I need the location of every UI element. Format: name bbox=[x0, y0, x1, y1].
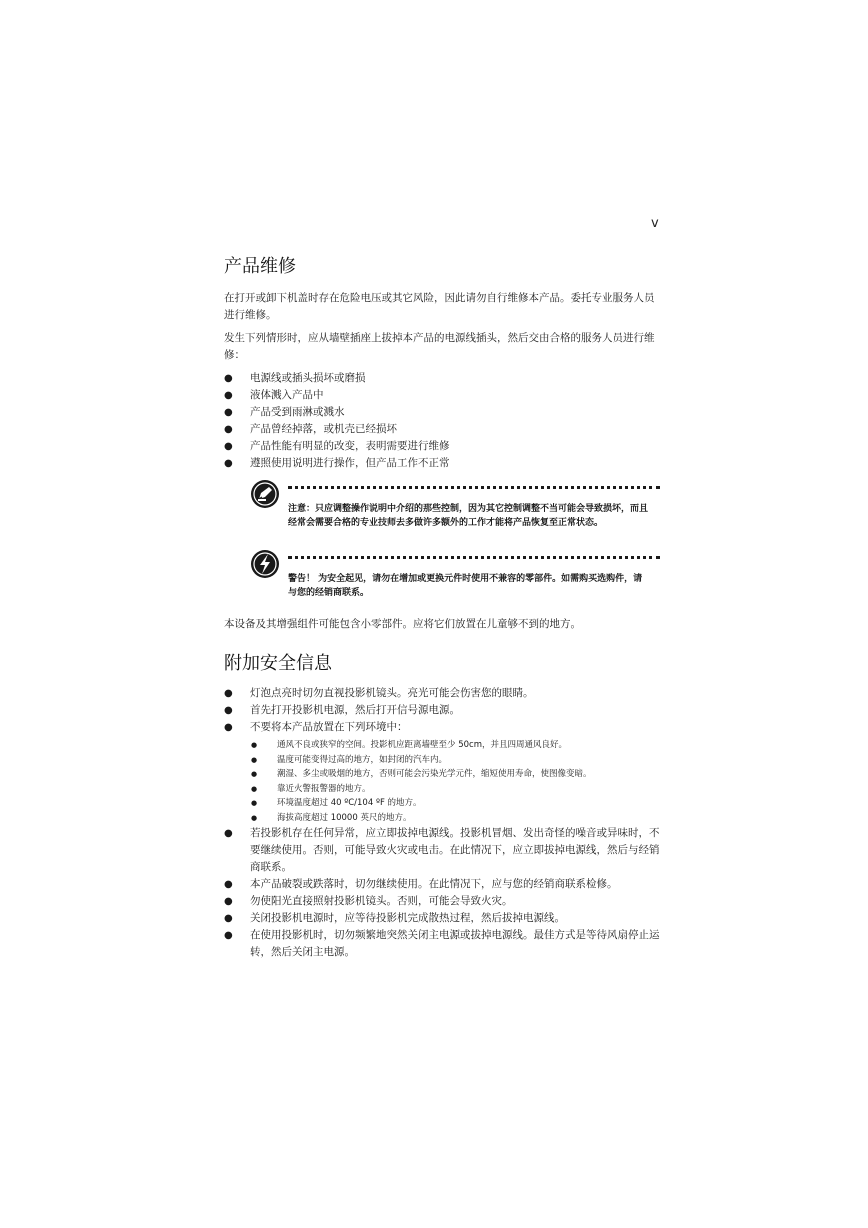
bullet-icon: ● bbox=[224, 828, 233, 839]
warning-text: 警告！ 为安全起见，请勿在增加或更换元件时使用不兼容的零部件。如需购买选购件，请与您的经销商联系。 bbox=[288, 574, 643, 598]
list-item: ● 电源线或插头损坏或磨损 bbox=[224, 370, 660, 387]
section-title-extra-safety: 附加安全信息 bbox=[224, 653, 332, 674]
sub-bullet-icon: ● bbox=[251, 799, 258, 807]
sub-bullet-list bbox=[250, 738, 660, 825]
note-text: 注意：只应调整操作说明中介绍的那些控制，因为其它控制调整不当可能会导致损坏，而且经常会需要合格的专业技师去多做许多额外的工作才能将产品恢复至正常状态。 bbox=[288, 504, 649, 528]
bullet-icon: ● bbox=[224, 424, 233, 435]
sub-list-item: ● 靠近火警报警器的地方。 bbox=[250, 782, 660, 797]
list-item: ● 关闭投影机电源时，应等待投影机完成散热过程，然后拔掉电源线。 bbox=[224, 910, 660, 927]
sub-list-item: ● 温度可能变得过高的地方，如封闭的汽车内。 bbox=[250, 753, 660, 768]
sub-bullet-icon: ● bbox=[251, 813, 258, 822]
list-item: ● 首先打开投影机电源，然后打开信号源电源。 bbox=[224, 702, 660, 719]
page-number: v bbox=[651, 216, 659, 231]
sub-list-item: ● 潮湿、多尘或吸烟的地方，否则可能会污染光学元件，缩短使用寿命，使图像变暗。 bbox=[250, 767, 660, 782]
bullet-icon: ● bbox=[224, 705, 233, 716]
bullet-icon: ● bbox=[224, 407, 233, 418]
list-item: ● 遵照使用说明进行操作，但产品工作不正常 bbox=[224, 455, 660, 472]
list-item: ● 产品性能有明显的改变，表明需要进行维修 bbox=[224, 438, 660, 455]
paragraph: 发生下列情形时，应从墙壁插座上拔掉本产品的电源线插头，然后交由合格的服务人员进行维修： bbox=[224, 332, 655, 361]
bullet-list bbox=[224, 685, 660, 961]
sub-list-item: ● 海拔高度超过 10000 英尺的地方。 bbox=[250, 811, 660, 826]
list-item: ● 若投影机存在任何异常，应立即拔掉电源线。投影机冒烟、发出奇怪的噪音或异味时，不要继续使用。否则，可能导致火灾或电击。在此情况下，应立即拔掉电源线，然后与经销商联系。 bbox=[224, 827, 660, 873]
bullet-icon: ● bbox=[224, 879, 233, 890]
lightning-warning-icon bbox=[249, 548, 281, 580]
list-item: ● 在使用投影机时，切勿频繁地突然关闭主电源或拔掉电源线。最佳方式是等待风扇停止运转，然后关闭主电源。 bbox=[224, 929, 660, 958]
list-item: ● 灯泡点亮时切勿直视投影机镜头。亮光可能会伤害您的眼睛。 bbox=[224, 685, 660, 702]
document-body bbox=[224, 256, 660, 961]
bullet-icon: ● bbox=[224, 896, 233, 907]
list-item: ● 本产品破裂或跌落时，切勿继续使用。在此情况下，应与您的经销商联系检修。 bbox=[224, 876, 660, 893]
paragraph: 在打开或卸下机盖时存在危险电压或其它风险，因此请勿自行维修本产品。委托专业服务人员进行维修。 bbox=[224, 292, 655, 321]
sub-bullet-icon: ● bbox=[251, 770, 258, 778]
list-item: ● 产品受到雨淋或溅水 bbox=[224, 404, 660, 421]
list-item: ● 勿使阳光直接照射投影机镜头。否则，可能会导致火灾。 bbox=[224, 893, 660, 910]
bullet-icon: ● bbox=[224, 373, 233, 384]
note-pen-icon bbox=[249, 478, 281, 510]
note-box bbox=[224, 486, 660, 530]
bullet-icon: ● bbox=[224, 441, 233, 452]
list-item: ● 液体溅入产品中 bbox=[224, 387, 660, 404]
bullet-icon: ● bbox=[224, 688, 233, 699]
bullet-icon: ● bbox=[224, 722, 233, 733]
list-item: ● 产品曾经掉落，或机壳已经损坏 bbox=[224, 421, 660, 438]
bullet-icon: ● bbox=[224, 913, 233, 924]
sub-bullet-icon: ● bbox=[251, 784, 258, 793]
dotted-divider bbox=[288, 556, 660, 559]
bullet-icon: ● bbox=[224, 930, 233, 941]
bullet-icon: ● bbox=[224, 390, 233, 401]
section-title-product-repair: 产品维修 bbox=[224, 256, 296, 277]
bullet-icon: ● bbox=[224, 458, 233, 469]
sub-list-item: ● 环境温度超过 40 ºC/104 ºF 的地方。 bbox=[250, 796, 660, 811]
bullet-list bbox=[224, 370, 660, 472]
paragraph: 本设备及其增强组件可能包含小零部件。应将它们放置在儿童够不到的地方。 bbox=[224, 618, 581, 630]
warning-box bbox=[224, 556, 660, 600]
sub-list-item: ● 通风不良或狭窄的空间。投影机应距离墙壁至少 50cm，并且四周通风良好。 bbox=[250, 738, 660, 753]
sub-bullet-icon: ● bbox=[251, 741, 258, 749]
sub-bullet-icon: ● bbox=[251, 755, 258, 764]
dotted-divider bbox=[288, 486, 660, 489]
list-item: ● 不要将本产品放置在下列环境中： ● 通风不良或狭窄的空间。投影机应距离墙壁至少 50cm，并且四周通风良好。 ● 温度可能变得过高的地方，如封闭的汽车内。 ● 潮湿、多尘或吸烟的地方，否则可能会污染光学元件，缩短使用寿命，使图像变暗。 ● 靠近火警报警器的地方。 ● 环境温度超过 40 ºC/104 ºF 的地方。 ● 海拔高度超过 10000 英尺的地方。 bbox=[224, 719, 660, 825]
